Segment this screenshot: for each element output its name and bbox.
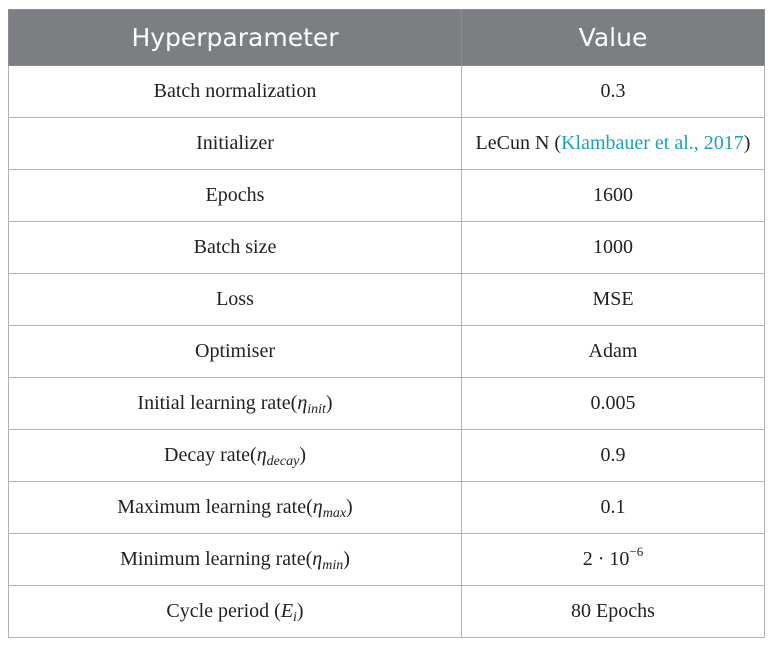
eta-symbol: η [312, 496, 323, 518]
param-cell: Batch size [9, 222, 462, 274]
eta-symbol: η [312, 548, 323, 570]
param-prefix: Decay rate( [164, 444, 257, 466]
symbol-subscript: i [293, 610, 297, 625]
param-prefix: Initial learning rate( [137, 392, 298, 414]
symbol-subscript: decay [266, 454, 300, 469]
column-header-value: Value [462, 10, 765, 66]
value-cell: 1600 [462, 170, 765, 222]
param-cell: Epochs [9, 170, 462, 222]
param-cell [9, 586, 462, 638]
table-row [9, 222, 765, 274]
param-prefix: Maximum learning rate( [117, 496, 313, 518]
param-cell [9, 378, 462, 430]
column-header-hyperparameter: Hyperparameter [9, 10, 462, 66]
table-row [9, 170, 765, 222]
param-suffix: ) [343, 548, 350, 570]
eta-symbol: η [297, 392, 308, 414]
value-suffix: ) [743, 132, 751, 154]
table-row [9, 586, 765, 638]
value-cell: Adam [462, 326, 765, 378]
table-row [9, 118, 765, 170]
param-cell: Optimiser [9, 326, 462, 378]
table-row [9, 534, 765, 586]
citation-link[interactable]: Klambauer et al., 2017 [561, 132, 744, 154]
table-row [9, 378, 765, 430]
value-base: 2 · 10 [582, 548, 630, 570]
symbol-subscript: min [322, 558, 344, 573]
param-cell: Batch normalization [9, 66, 462, 118]
param-suffix: ) [299, 444, 306, 466]
value-prefix: LeCun N ( [475, 132, 562, 154]
param-cell [9, 430, 462, 482]
param-prefix: Minimum learning rate( [120, 548, 313, 570]
value-cell [462, 118, 765, 170]
param-cell: Initializer [9, 118, 462, 170]
table-row [9, 326, 765, 378]
hyperparameter-table [8, 9, 765, 638]
param-cell [9, 534, 462, 586]
param-suffix: ) [296, 600, 304, 622]
param-cell [9, 482, 462, 534]
value-cell: 80 Epochs [462, 586, 765, 638]
value-cell: 0.3 [462, 66, 765, 118]
value-cell: 1000 [462, 222, 765, 274]
param-suffix: ) [325, 392, 333, 414]
table-row [9, 66, 765, 118]
table-header-row [9, 10, 765, 66]
table-row [9, 430, 765, 482]
value-cell [462, 534, 765, 586]
value-cell: 0.1 [462, 482, 765, 534]
param-prefix: Cycle period ( [166, 600, 281, 622]
value-cell: 0.9 [462, 430, 765, 482]
value-exponent: −6 [629, 544, 644, 559]
param-suffix: ) [346, 496, 353, 518]
param-cell: Loss [9, 274, 462, 326]
value-cell: 0.005 [462, 378, 765, 430]
symbol-subscript: init [307, 402, 326, 417]
eta-symbol: η [256, 444, 267, 466]
value-cell: MSE [462, 274, 765, 326]
table-row [9, 274, 765, 326]
table-row [9, 482, 765, 534]
e-symbol: E [280, 600, 294, 622]
symbol-subscript: max [322, 506, 347, 521]
